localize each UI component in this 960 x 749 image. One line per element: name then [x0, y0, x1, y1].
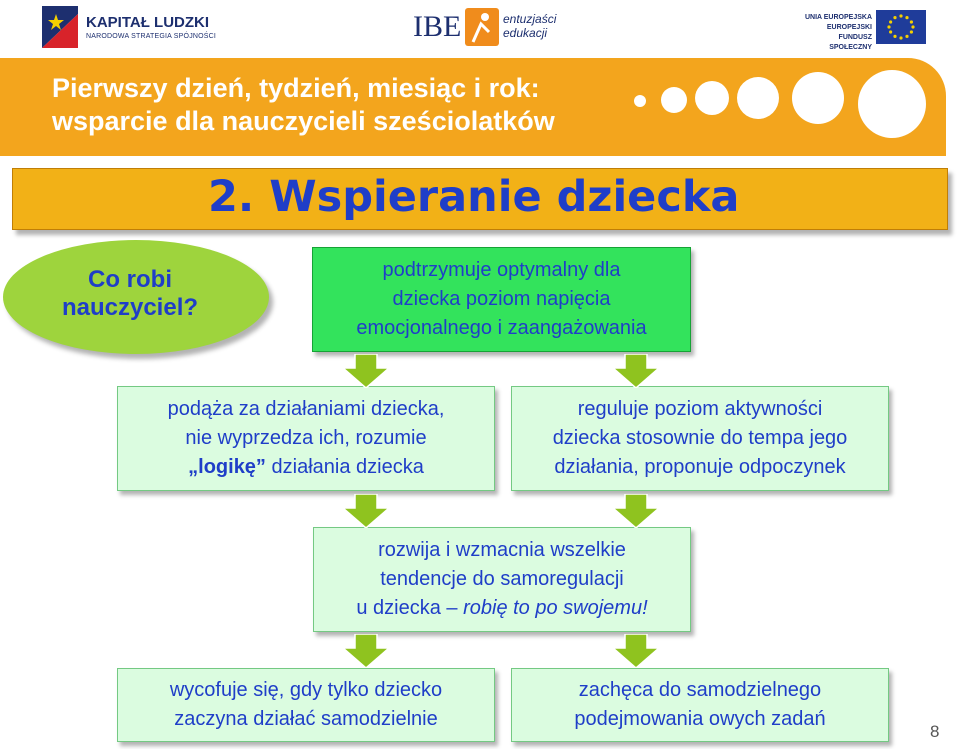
box-top-line3: emocjonalnego i zaangażowania: [356, 317, 647, 339]
decorative-circles-icon: [630, 64, 946, 154]
box-middle-line3-italic: robię to po swojemu!: [463, 597, 648, 619]
arrow-down-icon: [343, 354, 389, 388]
page-number: 8: [930, 722, 940, 741]
box-right-1-line3: działania, proponuje odpoczynek: [554, 456, 846, 478]
arrow-down-icon: [343, 634, 389, 668]
section-heading: 2. Wspieranie dziecka: [208, 172, 740, 222]
box-left-2: [117, 668, 495, 742]
box-top-line1: podtrzymuje optymalny dla: [382, 259, 621, 281]
eu-line3: FUNDUSZ SPOŁECZNY: [829, 34, 872, 51]
entuzjasci-figure-icon: [465, 8, 499, 46]
question-line1: Co robi: [88, 266, 172, 293]
box-middle: [313, 527, 691, 632]
box-right-1: [511, 386, 889, 491]
arrow-down-icon: [613, 494, 659, 528]
arrow-down-icon: [613, 634, 659, 668]
arrow-down-icon: [613, 354, 659, 388]
box-top: [312, 247, 691, 352]
eu-logo: [800, 10, 930, 51]
arrow-down-icon: [343, 494, 389, 528]
entuzjasci-edukacji-logo: [465, 8, 575, 48]
box-middle-line3-plain: u dziecka –: [356, 597, 458, 619]
box-right-2-line2: podejmowania owych zadań: [574, 708, 826, 730]
eu-flag-icon: [876, 10, 926, 44]
box-right-2: [511, 668, 889, 742]
eu-line2: EUROPEJSKI: [826, 24, 872, 31]
eu-line1: UNIA EUROPEJSKA: [804, 14, 872, 21]
box-left-1-line3-rest: działania dziecka: [271, 456, 424, 478]
kapital-ludzki-logo: [42, 6, 242, 50]
banner-title-line2: wsparcie dla nauczycieli sześciolatków: [52, 106, 555, 136]
box-left-1-line1: podąża za działaniami dziecka,: [167, 398, 445, 420]
box-middle-line2: tendencje do samoregulacji: [380, 568, 624, 590]
banner-title-line1: Pierwszy dzień, tydzień, miesiąc i rok:: [52, 73, 540, 103]
ibe-logo: IBE: [413, 10, 462, 43]
box-left-1-line3: [168, 453, 445, 482]
box-middle-line3: [356, 594, 647, 623]
box-right-2-line1: zachęca do samodzielnego: [578, 679, 822, 701]
box-left-1-quote: „logikę”: [188, 456, 266, 478]
box-top-line2: dziecka poziom napięcia: [392, 288, 611, 310]
box-right-1-line1: reguluje poziom aktywności: [577, 398, 823, 420]
box-middle-line1: rozwija i wzmacnia wszelkie: [378, 539, 626, 561]
entuzjasci-line2: edukacji: [503, 26, 548, 40]
box-right-1-line2: dziecka stosownie do tempa jego: [552, 427, 848, 449]
box-left-2-line1: wycofuje się, gdy tylko dziecko: [169, 679, 443, 701]
kapital-ludzki-title: KAPITAŁ LUDZKI: [86, 14, 210, 31]
banner-title: [52, 72, 555, 138]
box-left-2-line2: zaczyna działać samodzielnie: [174, 708, 438, 730]
question-text: [45, 266, 215, 322]
box-left-1: [117, 386, 495, 491]
kapital-ludzki-flag-icon: [42, 6, 78, 48]
kapital-ludzki-subtitle: NARODOWA STRATEGIA SPÓJNOŚCI: [86, 33, 217, 40]
question-line2: nauczyciel?: [61, 294, 199, 321]
box-left-1-line2: nie wyprzedza ich, rozumie: [185, 427, 427, 449]
entuzjasci-line1: entuzjaści: [503, 12, 557, 26]
